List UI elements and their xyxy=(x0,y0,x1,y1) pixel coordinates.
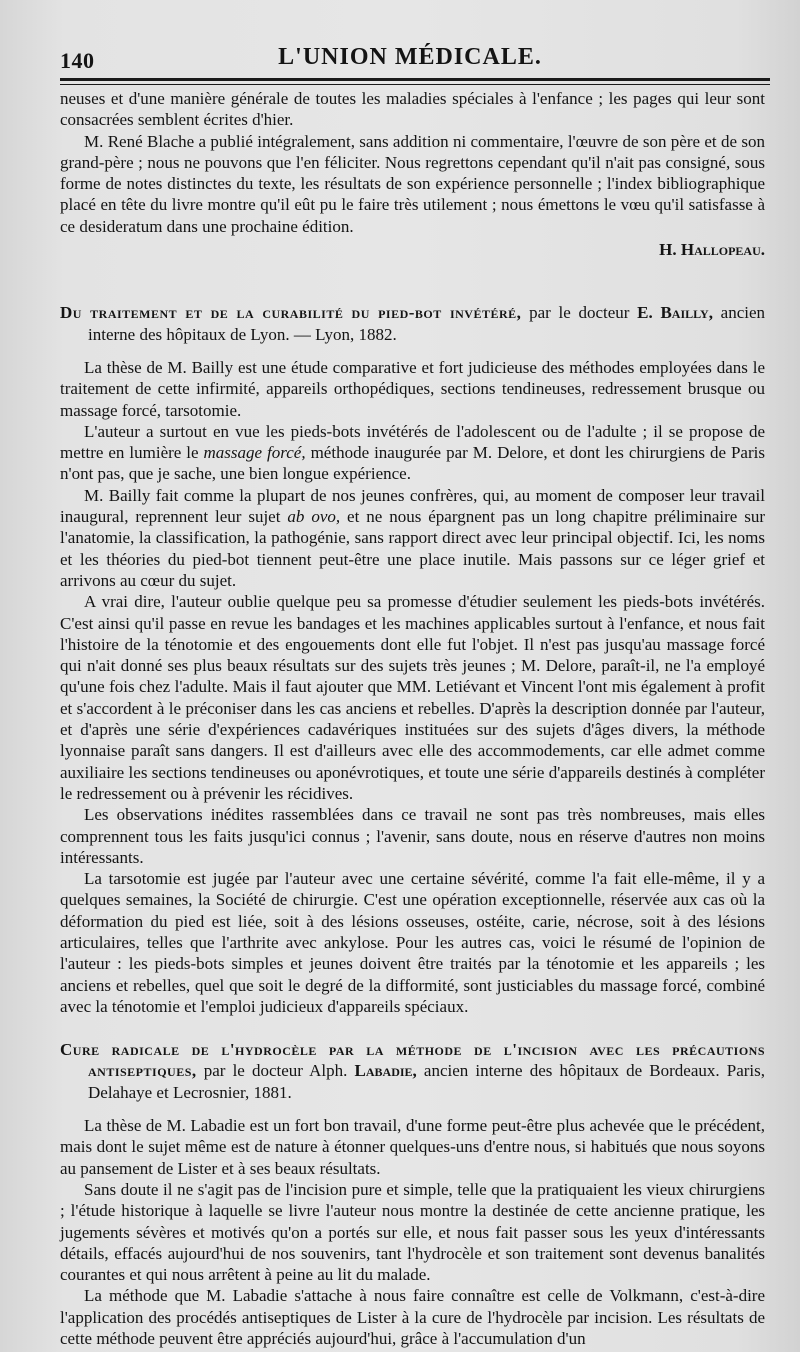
paragraph: La tarsotomie est jugée par l'auteur avec une certaine sévérité, comme l'a fait elle-même, il y a quelques semaines, la Société de chirurgie. C'est une opération exceptionnelle, réservée aux cas où la déformation du pied est liée, soit à des lésions osseuses, ostéite, carie, nécrose, soit à des lésions articulaires, telles que l'arthrite avec ankylose. Pour les autres cas, voici le résumé de l'opinion de l'auteur : les pieds-bots simples et jeunes doivent être traités par la ténotomie et les appareils ; les anciens et rebelles, quel que soit le degré de la difformité, sont justiciables du massage forcé, combiné avec la ténotomie et l'emploi judicieux d'appareils spéciaux. xyxy=(60,869,765,1016)
paragraph: La thèse de M. Labadie est un fort bon travail, d'une forme peut-être plus achevée que le précédent, mais dont le sujet même est de nature à étonner quelques-uns d'entre nous, si habitués que nous soyons au pansement de Lister et à ses beaux résultats. xyxy=(60,1116,765,1178)
review-by: par le docteur xyxy=(521,303,638,323)
review-heading xyxy=(60,1039,765,1103)
page-body xyxy=(60,88,765,1349)
page-header xyxy=(60,38,760,78)
header-rule-thin xyxy=(60,84,770,85)
paragraph: Les observations inédites rassemblées dans ce travail ne sont pas très nombreuses, mais elles comprennent tous les faits jusqu'ici connus ; l'avenir, sans doute, nous en réserve d'autres non moins intéressants. xyxy=(60,805,765,867)
paragraph: La méthode que M. Labadie s'attache à nous faire connaître est celle de Volkmann, c'est-à-dire l'application des procédés antiseptiques de Lister à la cure de l'hydrocèle par incision. Les résultats de cette méthode peuvent être appréciés aujourd'hui, grâce à l'accumulation d'un xyxy=(60,1286,765,1349)
review-author: Labadie, xyxy=(354,1061,417,1081)
paragraph: M. Bailly fait comme la plupart de nos jeunes confrères, qui, au moment de composer leur travail inaugural, reprennent leur sujet ab ovo, et ne nous épargnent pas un long chapitre préliminaire sur l'anatomie, la classification, la pathogénie, sans rapport direct avec leur principal objectif. Ici, les noms et les théories du pied-bot tiennent peut-être une place inutile. Mais passons sur ce léger grief et arrivons au cœur du sujet. xyxy=(60,485,766,590)
review-publication: ancien interne des hôpitaux de Lyon. — Lyon, 1882. xyxy=(88,303,766,344)
paragraph: neuses et d'une manière générale de toutes les maladies spéciales à l'enfance ; les pages qui leur sont consacrées semblent écrites d'hier. xyxy=(60,89,765,130)
paragraph: M. René Blache a publié intégralement, sans addition ni commentaire, l'œuvre de son père et de son grand-père ; nous ne pouvons que l'en féliciter. Nous regrettons cependant qu'il n'ait pas consigné, sous forme de notes distinctes du texte, les résultats de son expérience personnelle ; l'index bibliographique placé en tête du livre montre qu'il eût pu le faire très utilement ; nous émettons le vœu qu'il satisfasse à ce desideratum dans une prochaine édition. xyxy=(60,131,765,236)
review-heading xyxy=(60,302,765,345)
header-rule-thick xyxy=(60,78,770,81)
paragraph: Sans doute il ne s'agit pas de l'incision pure et simple, telle que la pratiquaient les vieux chirurgiens ; l'étude historique à laquelle se livre l'auteur nous montre la destinée de cette ancienne pratique, les jugements sévères et motivés qu'on a portés sur elle, et nous fait passer sous les yeux d'intéressants détails, effacés aujourd'hui de nos souvenirs, tant l'hydrocèle et son traitement sont devenus banalités courantes et qui nous arrêtent à peine au lit du malade. xyxy=(60,1179,765,1285)
running-title: L'UNION MÉDICALE. xyxy=(278,44,542,70)
review-publication: ancien interne des hôpitaux de Bordeaux. Paris, Delahaye et Lecrosnier, 1881. xyxy=(88,1061,765,1102)
paragraph: A vrai dire, l'auteur oublie quelque peu sa promesse d'étudier seulement les pieds-bots invétérés. C'est ainsi qu'il passe en revue les bandages et les machines applicables surtout à l'enfance, et nous fait l'histoire de la ténotomie et des engouements dont elle fut l'objet. Il n'est pas jusqu'au massage forcé qui n'ait donné ses plus beaux résultats sur des sujets très jeunes ; M. Delore, paraît-il, ne l'a employé qu'une fois chez l'adulte. Mais il faut ajouter que MM. Letiévant et Vincent l'ont mis également à profit et s'accordent à le préconiser dans les cas anciens et rebelles. D'après la description donnée par l'auteur, et d'après une série d'expériences cadavériques instituées sur des sujets d'âges divers, la méthode lyonnaise paraît sans dangers. Il est d'ailleurs avec elle des accommodements, car elle admet comme auxiliaire les sections tendineuses ou aponévrotiques, et toute une série d'appareils destinés à compléter le redressement ou à prévenir les récidives. xyxy=(60,592,765,803)
review-author: E. Bailly, xyxy=(637,303,713,323)
review-title: Cure radicale de l'hydrocèle par la méthode de l'incision avec les précautions antiseptiques, xyxy=(60,1040,765,1081)
review-by: par le docteur Alph. xyxy=(196,1061,355,1081)
author-signature: H. Hallopeau. xyxy=(659,240,765,260)
paragraph: La thèse de M. Bailly est une étude comparative et fort judicieuse des méthodes employées dans le traitement de cette infirmité, appareils orthopédiques, sections tendineuses, redressement brusque ou massage forcé, tarsotomie. xyxy=(60,357,765,420)
emphasis: massage forcé, xyxy=(203,443,306,463)
page-number: 140 xyxy=(60,48,95,73)
review-title: Du traitement et de la curabilité du pied-bot invétéré, xyxy=(60,303,522,323)
paragraph: L'auteur a surtout en vue les pieds-bots invétérés de l'adolescent ou de l'adulte ; il se propose de mettre en lumière le massage forcé, méthode inaugurée par M. Delore, et dont les chirurgiens de Paris n'ont pas, que je sache, une bien longue expérience. xyxy=(60,421,765,484)
emphasis: ab ovo, xyxy=(287,507,341,527)
